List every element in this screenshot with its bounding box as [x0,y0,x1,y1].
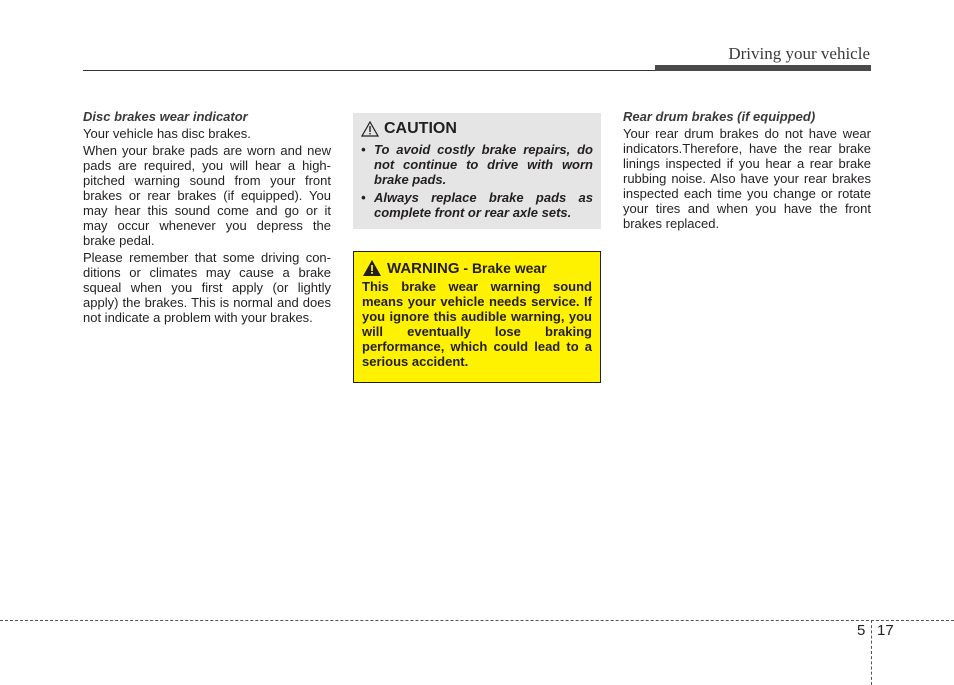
caution-list [361,142,593,220]
list-item: • To avoid costly brake repairs, do not continue to drive with worn brake pads. [361,142,593,187]
caution-header [361,120,593,138]
bullet-icon: • [361,142,366,157]
caution-box [353,113,601,229]
warning-box [353,251,601,383]
right-column [623,109,871,233]
disc-brakes-heading: Disc brakes wear indicator [83,109,248,124]
warning-body: This brake wear warning sound means your vehicle needs service. If you ignore this audible warning, you will eventually lose braking performance, which could lead to a serious accident. [362,279,592,369]
chapter-number: 5 [857,622,866,639]
left-column [83,109,331,327]
footer-divider [871,620,872,685]
bullet-icon: • [361,190,366,205]
list-item: • Always replace brake pads as complete front or rear axle sets. [361,190,593,220]
header-rule [83,70,655,71]
paragraph: Your rear drum brakes do not have wear indicators.Therefore, have the rear brake linings inspected if you hear a rear brake rubbing noise. Also have your rear brakes inspected each time you change or rotate your tires and when you have the front brakes replaced. [623,126,871,231]
rear-drum-heading: Rear drum brakes (if equipped) [623,109,816,124]
warning-title: WARNING [387,259,460,277]
page-header-title: Driving your vehicle [728,44,870,63]
warning-subtitle: - Brake wear [463,260,547,276]
page-number: 17 [877,622,894,639]
warning-header [362,259,592,277]
paragraph: When your brake pads are worn and new pads are required, you will hear a high-pitched warning sound from your front brakes or rear brakes (if equipped). You may hear this sound come and go or it may occur whenever you depress the brake pedal. [83,143,331,248]
caution-triangle-icon [361,121,379,137]
paragraph: Your vehicle has disc brakes. [83,126,251,141]
warning-triangle-icon [362,259,382,277]
footer-rule [0,620,954,621]
header-bar [655,65,871,71]
caution-title: CAUTION [384,120,457,137]
paragraph: Please remember that some driving con-ditions or climates may cause a brake squeal when you first apply (or lightly apply) the brakes. This is normal and does not indicate a problem with your brakes. [83,250,331,325]
